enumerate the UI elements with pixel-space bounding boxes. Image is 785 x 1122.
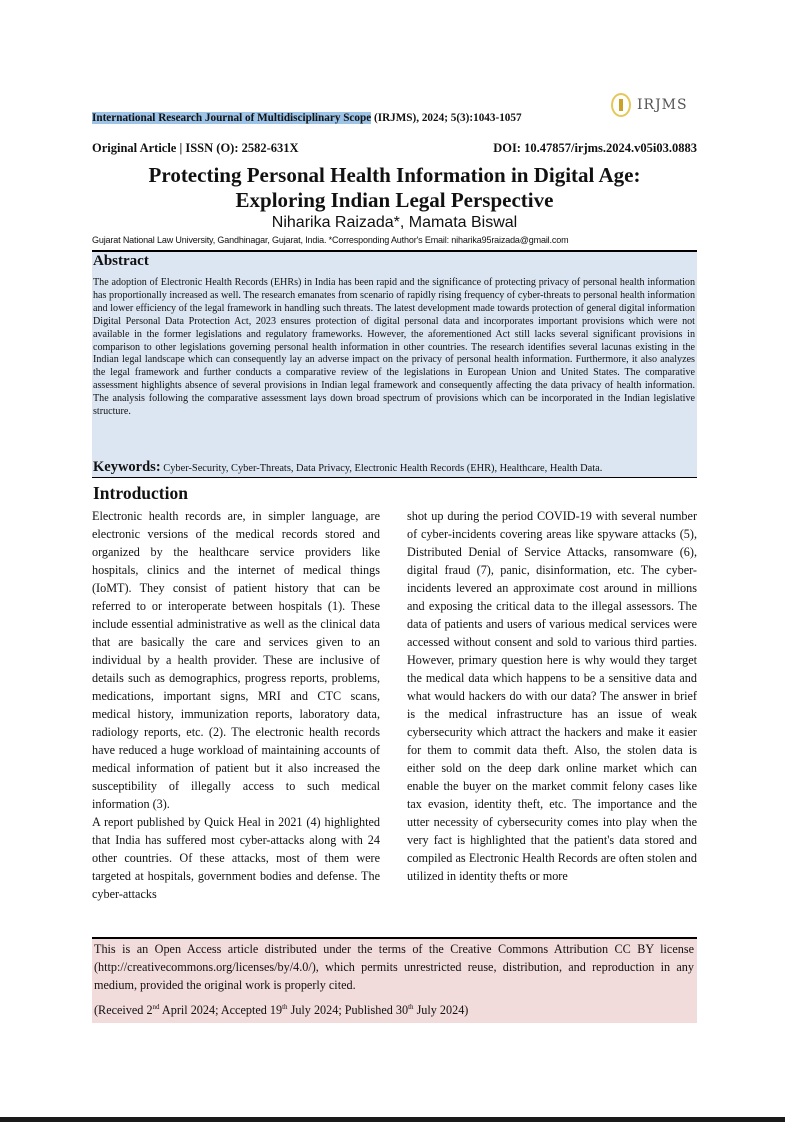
abstract-heading: Abstract (93, 253, 149, 269)
title-line-1: Protecting Personal Health Information in Digital Age: (148, 163, 641, 187)
keywords-list: Cyber-Security, Cyber-Threats, Data Privacy, Electronic Health Records (EHR), Healthcare, Health Data. (160, 463, 603, 474)
affiliation: Gujarat National Law University, Gandhinagar, Gujarat, India. *Corresponding Author's Email: niharika95raizada@gmail.com (92, 235, 569, 245)
right-column (407, 507, 697, 885)
publication-dates (94, 1003, 468, 1018)
doi[interactable]: DOI: 10.47857/irjms.2024.v05i03.0883 (493, 141, 697, 155)
accepted-text: April 2024; Accepted 19 (159, 1003, 283, 1018)
published-sup: th (408, 1003, 414, 1011)
abstract-section (92, 250, 697, 478)
journal-logo (611, 93, 688, 117)
license-section (92, 939, 697, 1023)
keywords-label: Keywords: (93, 459, 161, 475)
published-rest: July 2024) (413, 1003, 469, 1018)
viewer-bottom-bar (0, 1117, 785, 1122)
published-text: July 2024; Published 30 (287, 1003, 409, 1018)
abstract-text: The adoption of Electronic Health Records (EHRs) in India has been rapid and the significance of protecting privacy of personal health information has proportionally increased as well. The research emanates from scenario of rapidly rising frequency of cyber-threats to personal health information and lower efficiency of the legal framework in handling such threats. The latest development made towards protection of general digital information Digital Personal Data Protection Act, 2023 ensures protection of digital personal data and incorporates important provisions which were not available in the former legislations and regulatory frameworks. However, the aforementioned Act still lacks several significant provisions in comparison to other legislations governing personal health information in other countries. The research identifies several lacunas existing in the Indian legal landscape which can consequently lay an adverse impact on the privacy of personal health information. Furthermore, it also analyzes the legal framework and further conducts a comparative review of the legislations in European Union and United States. The comparative assessment highlights absence of several provisions in Indian legal framework and consequently affecting the data privacy of health information. The analysis following the comparative assessment lays down broad spectrum of provisions which can be incorporated in the Indian legislative structure. (93, 277, 695, 418)
keywords (93, 458, 602, 476)
title-line-2: Exploring Indian Legal Perspective (235, 188, 554, 212)
intro-paragraph-1: Electronic health records are, in simpler language, are electronic versions of the medical records stored and organized by the healthcare service providers like hospitals, clinics and the internet of medical things (IoMT). They consist of patient history that can be referred to or interoperate between hospitals (1). These include essential administrative as well as the clinical data that are basically the care and services given to an individual by a health provider. These are inclusive of details such as demographics, progress reports, problems, medications, important signs, MRI and CTC scans, medical history, immunization reports, laboratory data, radiology reports, etc. (2). The electronic health records have reduced a huge workload of maintaining accounts of medical information of patient but it also increased the susceptibility of illegally access to such medical information (3). (92, 509, 380, 811)
received-sup: nd (152, 1003, 160, 1011)
accepted-sup: th (282, 1003, 288, 1011)
introduction-heading: Introduction (93, 483, 188, 503)
left-column (92, 507, 380, 903)
authors: Niharika Raizada*, Mamata Biswal (271, 214, 518, 231)
intro-paragraph-2: A report published by Quick Heal in 2021 (4) highlighted that India has suffered most cyber-attacks along with 24 other countries. Of these attacks, most of them were targeted at hospitals, government bodies and defense. The cyber-attacks (92, 815, 380, 901)
journal-header (92, 112, 697, 124)
logo-text: IRJMS (637, 97, 688, 113)
article-meta-row (92, 141, 697, 156)
journal-name: International Research Journal of Multidisciplinary Scope (92, 112, 372, 124)
journal-citation: (IRJMS), 2024; 5(3):1043-1057 (371, 112, 522, 124)
logo-bar-icon (619, 99, 623, 111)
received-text: (Received 2 (94, 1003, 153, 1018)
license-text: This is an Open Access article distributed under the terms of the Creative Commons Attribution CC BY license (http://creativecommons.org/licenses/by/4.0/), which permits unrestricted reuse, distribution, and reproduction in any medium, provided the original work is properly cited. (94, 942, 694, 992)
intro-paragraph-3: shot up during the period COVID-19 with several number of cyber-incidents covering areas like spyware attacks (5), Distributed Denial of Service Attacks, ransomware (6), digital fraud (7), panic, disinformation, etc. The cyber-incidents levered an approximate cost around in millions and exposing the critical data to the illegal assessors. The data of patients and users of various medical services were accessed without consent and sold to various third parties. However, primary question here is why would they target the medical data which happens to be a sensitive data and what would hackers do with our data? The answer in brief is the medical infrastructure has an issue of weak cybersecurity which attract the hackers and make it easier for them to commit data theft. Also, the stolen data is either sold on the deep dark online market which can enable the buyer on the market commit felony cases like tax evasion, identity theft, etc. The importance and the utter necessity of cybersecurity comes into play when the very fact is highlighted that the patient's data stored and compiled as Electronic Health Records are often stolen and utilized in identity thefts or more (407, 509, 697, 883)
article-title (92, 163, 697, 213)
logo-ring-icon (611, 93, 631, 117)
article-type-issn: Original Article | ISSN (O): 2582-631X (92, 141, 299, 155)
